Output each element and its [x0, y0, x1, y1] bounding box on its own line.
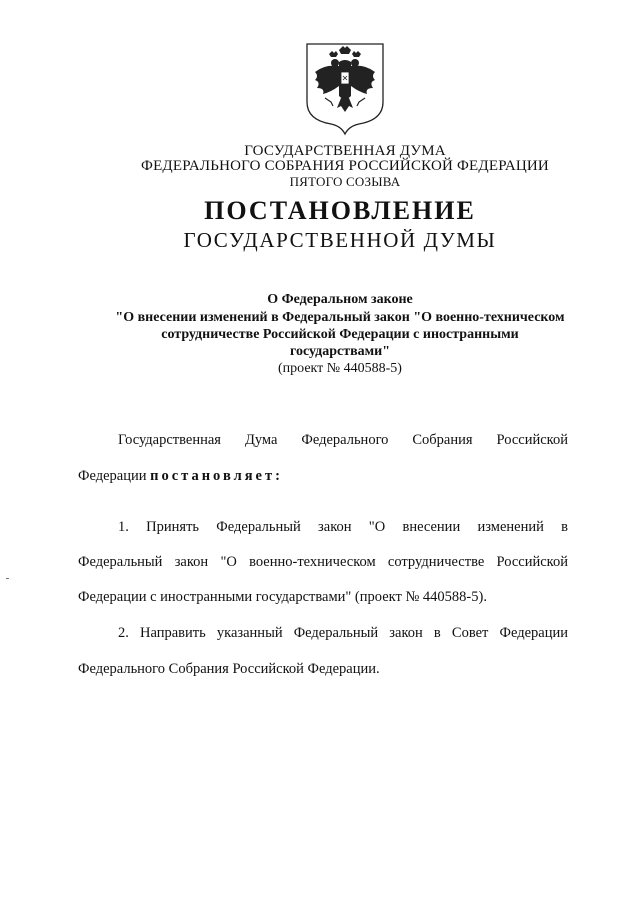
- item-1-line-1: 1. Принять Федеральный закон "О внесении изменений в: [118, 519, 568, 535]
- item-2-line-2: Федерального Собрания Российской Федерации.: [78, 661, 380, 677]
- convocation: ПЯТОГО СОЗЫВА: [289, 174, 401, 189]
- organization-name: ГОСУДАРСТВЕННАЯ ДУМА: [244, 143, 446, 159]
- subject-line-1: О Федеральном законе: [267, 292, 413, 307]
- preamble-prefix: Федерации: [78, 468, 151, 484]
- document-issuer: ГОСУДАРСТВЕННОЙ ДУМЫ: [183, 228, 497, 252]
- subject-line-3: сотрудничестве Российской Федерации с иностранными: [161, 327, 519, 342]
- subject-line-2: "О внесении изменений в Федеральный закон "О военно-техническом: [115, 310, 565, 325]
- organization-parent: ФЕДЕРАЛЬНОГО СОБРАНИЯ РОССИЙСКОЙ ФЕДЕРАЦИИ: [141, 158, 549, 174]
- item-2-line-1: 2. Направить указанный Федеральный закон в Совет Федерации: [118, 625, 568, 641]
- coat-of-arms-icon: [303, 40, 387, 136]
- item-1-line-2: Федеральный закон "О военно-техническом сотрудничестве Российской: [78, 554, 568, 570]
- scan-margin-mark: [6, 578, 9, 579]
- project-number: (проект № 440588-5): [278, 361, 402, 376]
- preamble-line-1: Государственная Дума Федерального Собрания Российской: [118, 432, 568, 448]
- preamble-line-2: [78, 468, 283, 485]
- subject-line-4: государствами": [289, 344, 391, 359]
- resolves-word: постановляет:: [150, 468, 283, 484]
- item-1-line-3: Федерации с иностранными государствами" (проект № 440588-5).: [78, 589, 487, 605]
- document-type-title: ПОСТАНОВЛЕНИЕ: [204, 196, 476, 225]
